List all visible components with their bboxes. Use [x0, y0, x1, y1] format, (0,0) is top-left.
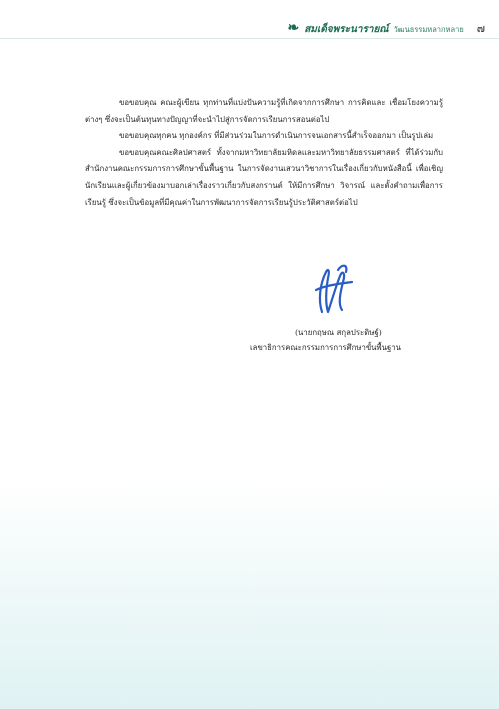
paragraph-3-lead: ขอขอบคุณคณะศิลปศาสตร์ ทั้งจากมหาวิทยาลัยมหิดลและมหาวิทยาลัยธรรมศาสตร์: [119, 147, 400, 157]
paragraph-3: [85, 145, 443, 211]
header-title: สมเด็จพระนารายณ์: [304, 24, 389, 35]
paragraph-1: [85, 95, 443, 128]
signature-block: [250, 325, 450, 355]
paragraph-1-rest: เชื่อมโยงความรู้ต่างๆ ซึ่งจะเป็นต้นทุนทางปัญญาที่จะนำไปสู่การจัดการเรียนการสอนต่อไป: [85, 98, 444, 124]
acknowledgement-text: [85, 95, 443, 211]
running-header: [287, 19, 485, 37]
signer-position: เลขาธิการคณะกรรมการการศึกษาขั้นพื้นฐาน: [250, 343, 401, 352]
page-number: ๗: [476, 22, 485, 35]
emblem-icon: ❧: [287, 20, 300, 36]
signer-name: (นายกฤษณ สกุลประดิษฐ์): [295, 328, 382, 337]
header-divider: [0, 38, 499, 39]
paragraph-3-rest: ที่ได้ร่วมกับสำนักงานคณะกรรมการการศึกษาขั้นพื้นฐาน ในการจัดงานเสวนาวิชาการในเรื่องเกี่ยวกับหนังสือนี้ เพื่อเชิญนักเรียนและผู้เกี่ยวข้องมาบอกเล่าเรื่องราวเกี่ยวกับสงกรานต์ ให้มีการศึกษา วิจารณ์ และตั้งคำถามเพื่อการเรียนรู้ ซึ่งจะเป็นข้อมูลที่มีคุณค่าในการพัฒนาการจัดการเรียนรู้ประวัติศาสตร์ต่อไป: [85, 147, 443, 207]
signature-image: [308, 260, 358, 320]
header-subtitle: วัฒนธรรมหลากหลาย: [393, 25, 464, 34]
paragraph-2-lead: ขอขอบคุณทุกคน ทุกองค์กร ที่มีส่วนร่วมในการดำเนินการจนเอกสารนี้สำเร็จออกมา: [119, 131, 396, 141]
paragraph-1-lead: ขอขอบคุณ คณะผู้เขียน ทุกท่านที่แบ่งปันความรู้ที่เกิดจากการศึกษา การคิดและ: [119, 98, 386, 107]
paragraph-2-rest: เป็นรูปเล่ม: [398, 131, 434, 141]
paragraph-2: [85, 128, 443, 145]
